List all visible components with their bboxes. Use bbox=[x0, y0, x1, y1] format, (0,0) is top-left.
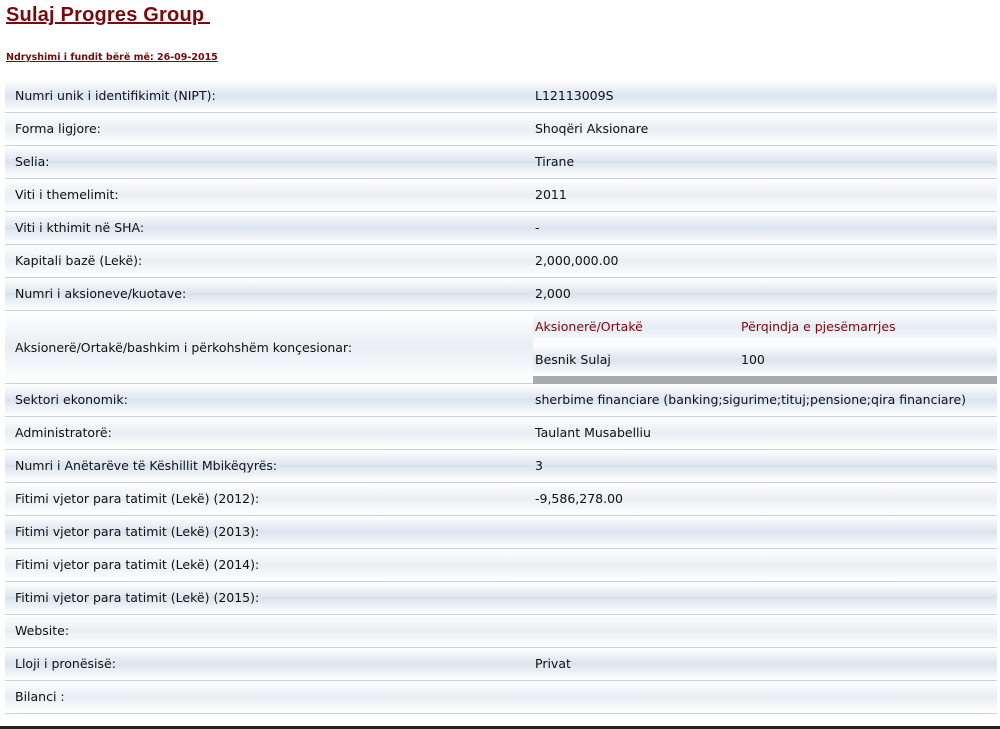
row-value: -9,586,278.00 bbox=[535, 491, 624, 506]
table-row-sector bbox=[5, 384, 1000, 417]
row-label: Administratorë: bbox=[15, 425, 112, 440]
row-label: Forma ligjore: bbox=[15, 121, 101, 136]
table-row-board-members bbox=[5, 450, 1000, 483]
shareholders-header bbox=[533, 311, 1000, 345]
table-row-ownership-type bbox=[5, 648, 1000, 681]
last-change-link[interactable]: Ndryshimi i fundit bërë më: 26-09-2015 bbox=[6, 52, 218, 63]
shareholder-name: Besnik Sulaj bbox=[535, 352, 611, 367]
row-label: Fitimi vjetor para tatimit (Lekë) (2015): bbox=[15, 590, 260, 605]
shareholder-share: 100 bbox=[741, 352, 765, 367]
table-row-nipt bbox=[5, 80, 1000, 113]
row-label: Website: bbox=[15, 623, 70, 638]
row-label: Viti i kthimit në SHA: bbox=[15, 220, 145, 235]
shareholder-row bbox=[533, 344, 1000, 376]
shareholders-col-share: Përqindja e pjesëmarrjes bbox=[741, 319, 896, 334]
row-value: Tirane bbox=[535, 154, 575, 169]
table-row-profit-2014 bbox=[5, 549, 1000, 582]
table-row-website bbox=[5, 615, 1000, 648]
table-row-legal-form bbox=[5, 113, 1000, 146]
table-row-sha-year bbox=[5, 212, 1000, 245]
row-value: 3 bbox=[535, 458, 543, 473]
table-row-shareholders bbox=[5, 311, 1000, 384]
row-label: Selia: bbox=[15, 154, 50, 169]
table-row-profit-2012 bbox=[5, 483, 1000, 516]
row-label: Fitimi vjetor para tatimit (Lekë) (2013): bbox=[15, 524, 260, 539]
row-label: Aksionerë/Ortakë/bashkim i përkohshëm konçesionar: bbox=[15, 340, 353, 355]
row-value: Taulant Musabelliu bbox=[535, 425, 651, 440]
row-label: Bilanci : bbox=[15, 689, 65, 704]
shareholders-footer-bar bbox=[533, 376, 1000, 384]
row-value: Privat bbox=[535, 656, 571, 671]
row-label: Numri unik i identifikimit (NIPT): bbox=[15, 88, 216, 103]
row-label: Sektori ekonomik: bbox=[15, 392, 128, 407]
table-row-administrators bbox=[5, 417, 1000, 450]
row-value: 2011 bbox=[535, 187, 567, 202]
row-label: Lloji i pronësisë: bbox=[15, 656, 116, 671]
row-value: 2,000,000.00 bbox=[535, 253, 619, 268]
table-row-capital bbox=[5, 245, 1000, 278]
row-label: Fitimi vjetor para tatimit (Lekë) (2014): bbox=[15, 557, 260, 572]
table-row-profit-2015 bbox=[5, 582, 1000, 615]
row-value: L12113009S bbox=[535, 88, 614, 103]
table-row-founding-year bbox=[5, 179, 1000, 212]
row-label: Fitimi vjetor para tatimit (Lekë) (2012): bbox=[15, 491, 260, 506]
table-row-shares bbox=[5, 278, 1000, 311]
company-details-table bbox=[5, 80, 1000, 714]
row-value: - bbox=[535, 220, 540, 235]
row-label: Kapitali bazë (Lekë): bbox=[15, 253, 143, 268]
shareholders-subtable bbox=[533, 311, 1000, 384]
table-row-balance bbox=[5, 681, 1000, 714]
page-title[interactable]: Sulaj Progres Group bbox=[6, 4, 211, 26]
row-label: Viti i themelimit: bbox=[15, 187, 119, 202]
row-label: Numri i aksioneve/kuotave: bbox=[15, 286, 187, 301]
row-value: sherbime financiare (banking;sigurime;tituj;pensione;qira financiare) bbox=[535, 392, 967, 407]
table-row-profit-2013 bbox=[5, 516, 1000, 549]
row-label: Numri i Anëtarëve të Këshillit Mbikëqyrës: bbox=[15, 458, 278, 473]
row-value: Shoqëri Aksionare bbox=[535, 121, 649, 136]
table-row-seat bbox=[5, 146, 1000, 179]
row-value: 2,000 bbox=[535, 286, 571, 301]
shareholders-col-name: Aksionerë/Ortakë bbox=[535, 319, 643, 334]
